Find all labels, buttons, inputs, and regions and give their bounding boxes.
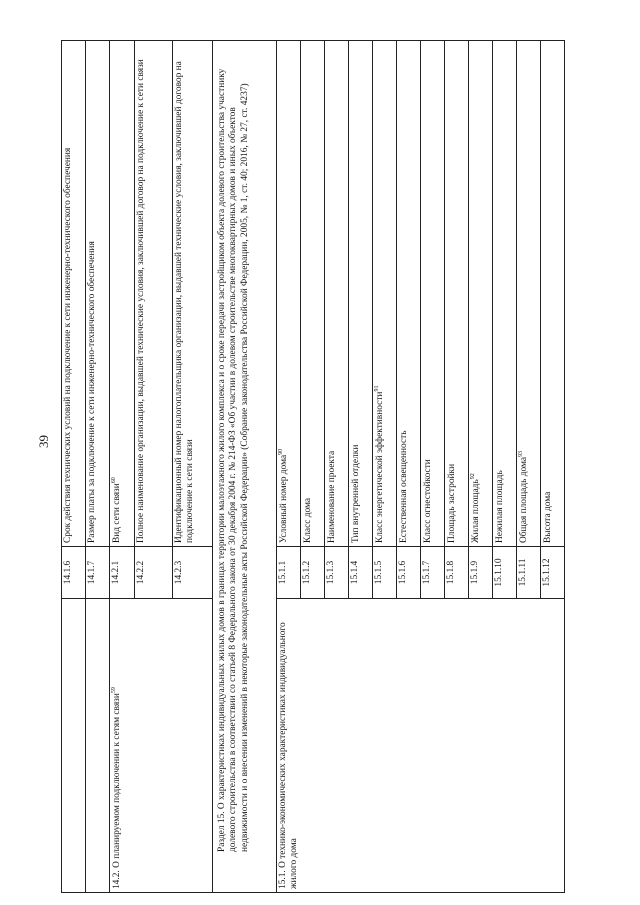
item-number: 15.1.12	[541, 547, 565, 599]
group-cell	[86, 599, 110, 893]
item-number: 14.2.1	[110, 547, 135, 599]
item-text: Вид сети связи$^{60}$	[110, 41, 135, 547]
item-text: Естественная освещенность	[397, 41, 421, 547]
item-text: Полное наименование организации, выдавшей технические условия, заключившей договор на подключение к сети связи	[135, 41, 173, 547]
item-text: Класс дома	[301, 41, 325, 547]
table-row	[110, 41, 135, 893]
section-15-heading: Раздел 15. О характеристиках индивидуальных жилых домов в границах территории малоэтажного жилого комплекса и о сроке передачи застройщиком объекта долевого строительства участнику долевого строительства в соответствии со статьей 8 Федерального закона от 30 декабря 2004 г. № 214-ФЗ «Об участии в долевом строительстве многоквартирных домов и иных объектов недвижимости и о внесении изменений в некоторые законодательные акты Российской Федерации» (Собрание законодательства Российской Федерации, 2005, № 1, ст. 40; 2016, № 27, ст. 4237)	[213, 41, 277, 893]
item-text: Класс огнестойкости	[421, 41, 445, 547]
item-number: 14.1.6	[62, 547, 86, 599]
group-14-2: 14.2. О планируемом подключении к сетям связи$^{59}$	[110, 599, 213, 893]
item-number: 14.1.7	[86, 547, 110, 599]
item-text: Размер платы за подключение к сети инженерно-технического обеспечения	[86, 41, 110, 547]
item-number: 15.1.3	[325, 547, 349, 599]
item-number: 15.1.1	[277, 547, 301, 599]
item-number: 15.1.7	[421, 547, 445, 599]
item-text: Идентификационный номер налогоплательщика организации, выдавшей технические условия, заключившей договор на подключение к сети связи	[173, 41, 213, 547]
item-number: 15.1.8	[445, 547, 469, 599]
rotated-page-content	[61, 41, 640, 893]
group-cell	[62, 599, 86, 893]
declaration-table	[61, 40, 565, 893]
item-number: 15.1.6	[397, 547, 421, 599]
table-row	[86, 41, 110, 893]
item-text: Тип внутренней отделки	[349, 41, 373, 547]
item-text: Высота дома	[541, 41, 565, 547]
item-text: Нежилая площадь	[493, 41, 517, 547]
item-number: 15.1.9	[469, 547, 493, 599]
item-text: Класс энергетической эффективности$^{91}$	[373, 41, 397, 547]
section-row	[213, 41, 277, 893]
item-text: Наименование проекта	[325, 41, 349, 547]
item-text: Условный номер дома$^{90}$	[277, 41, 301, 547]
table-row	[62, 41, 86, 893]
item-text: Жилая площадь$^{92}$	[469, 41, 493, 547]
item-text: Срок действия технических условий на подключение к сети инженерно-технического обеспечения	[62, 41, 86, 547]
item-number: 14.2.3	[173, 547, 213, 599]
page-number: 39	[36, 435, 51, 448]
item-number: 15.1.4	[349, 547, 373, 599]
item-number: 14.2.2	[135, 547, 173, 599]
item-number: 15.1.10	[493, 547, 517, 599]
item-number: 15.1.5	[373, 547, 397, 599]
item-text: Площадь застройки	[445, 41, 469, 547]
item-number: 15.1.2	[301, 547, 325, 599]
item-number: 15.1.11	[517, 547, 541, 599]
group-15-1: 15.1. О технико-экономических характеристиках индивидуального жилого дома	[277, 599, 565, 893]
item-text: Общая площадь дома$^{93}$	[517, 41, 541, 547]
table-row	[277, 41, 301, 893]
